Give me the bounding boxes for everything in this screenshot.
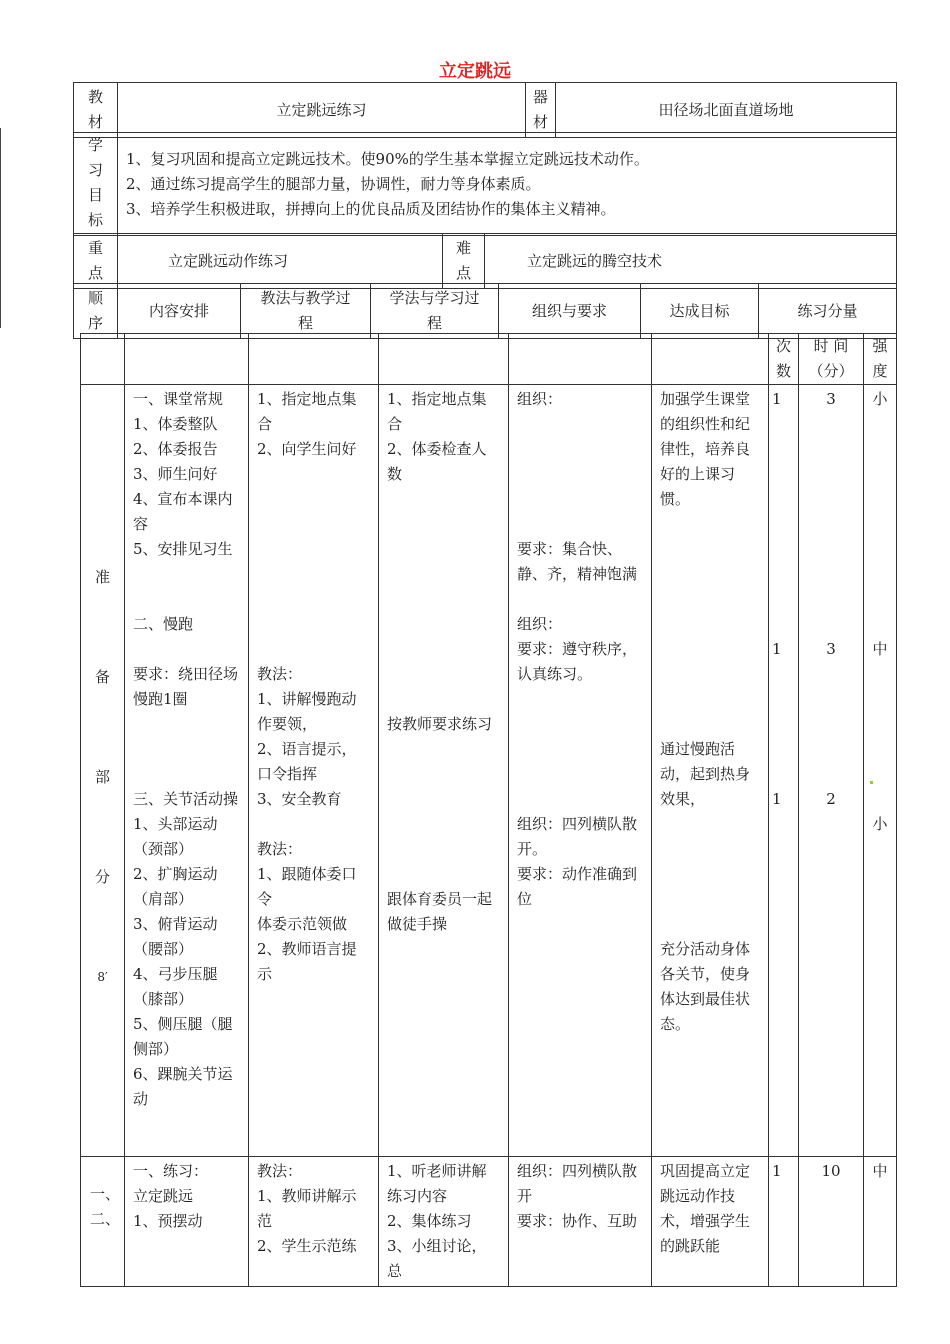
prep-intensity: 小 中 小 [864, 385, 897, 1157]
header-times: 次 数 [769, 334, 799, 385]
header-intensity: 强 度 [864, 334, 897, 385]
header-teaching-method: 教法与教学过 程 [241, 284, 371, 339]
prep-goal: 加强学生课堂的组织性和纪律性，培养良好的上课习惯。 通过慢跑活动，起到热身效果， 充分活动身体各关节，使身体达到最佳状态。 [652, 385, 769, 1157]
basic-teaching-method: 教法： 1、教师讲解示范 2、学生示范练 [249, 1157, 379, 1287]
basic-organization: 组织：四列横队散开 要求：协作、互助 [509, 1157, 652, 1287]
prep-organization: 组织： 要求：集合快、静、齐，精神饱满 组织： 要求：遵守秩序，认真练习。 组织：四列横队散开。 要求：动作准确到位 [509, 385, 652, 1157]
prep-content: 一、课堂常规 1、体委整队 2、体委报告 3、师生问好 4、宣布本课内容 5、安排见习生 二、慢跑 要求：绕田径场慢跑1圈 三、关节活动操 1、头部运动（颈部） 2、扩胸运动（肩部） 3、俯背运动（腰部） 4、弓步压腿（膝部） 5、侧压腿（腿侧部） 6、踝腕关节运动 [125, 385, 249, 1157]
basic-content: 一、练习： 立定跳远 1、预摆动 [125, 1157, 249, 1287]
label-equipment: 器 材 [526, 83, 556, 138]
basic-goal: 巩固提高立定跳远动作技术，增强学生的跳跃能 [652, 1157, 769, 1287]
stray-mark [870, 781, 873, 784]
prep-teaching-method: 1、指定地点集合 2、向学生问好 教法： 1、讲解慢跑动作要领， 2、语言提示，口令指挥 3、安全教育 教法： 1、跟随体委口令 体委示范领做 2、教师语言提示 [249, 385, 379, 1157]
header-duration: 时 间 （分） [799, 334, 864, 385]
subheader-blank [249, 334, 379, 385]
header-goal: 达成目标 [641, 284, 759, 339]
focus-table [73, 233, 897, 289]
section-label-char: 8′ [97, 970, 108, 984]
section-label-prep [81, 385, 125, 1157]
difficulty: 立定跳远的腾空技术 [485, 234, 897, 289]
material-table [73, 82, 897, 138]
header-order: 顺 序 [74, 284, 118, 339]
basic-times: 1 [769, 1157, 799, 1287]
label-learning-goals: 学 习 目 标 [74, 133, 118, 236]
prep-duration: 3 3 2 [799, 385, 864, 1157]
section-label-line: 一、 [89, 1185, 120, 1203]
header-learning-method: 学法与学习过 程 [371, 284, 499, 339]
section-label-line: 二、 [89, 1210, 120, 1228]
teaching-material: 立定跳远练习 [118, 83, 526, 138]
label-teaching-material: 教 材 [74, 83, 118, 138]
lesson-table [80, 333, 897, 1287]
basic-intensity: 中 [864, 1157, 897, 1287]
margin-line [0, 128, 1, 328]
page-title: 立定跳远 [439, 61, 511, 82]
header-organization: 组织与要求 [499, 284, 641, 339]
section-label-basic [81, 1157, 125, 1287]
header-content: 内容安排 [118, 284, 241, 339]
goal-item: 1、复习巩固和提高立定跳远技术。使90%的学生基本掌握立定跳远技术动作。 [126, 149, 649, 168]
learning-goals [118, 133, 897, 236]
basic-learning-method: 1、听老师讲解练习内容 2、集体练习 3、小组讨论，总 [379, 1157, 509, 1287]
header-table [73, 283, 897, 339]
basic-duration: 10 [799, 1157, 864, 1287]
subheader-blank [652, 334, 769, 385]
subheader-blank [81, 334, 125, 385]
label-key-point: 重 点 [74, 234, 118, 289]
key-point: 立定跳远动作练习 [118, 234, 443, 289]
label-difficulty: 难 点 [443, 234, 485, 289]
section-label-char: 准 [94, 568, 110, 586]
equipment: 田径场北面直道场地 [556, 83, 897, 138]
section-label-char: 备 [94, 668, 110, 686]
goal-item: 3、培养学生积极进取，拼搏向上的优良品质及团结协作的集体主义精神。 [126, 199, 616, 218]
prep-learning-method: 1、指定地点集合 2、体委检查人数 按教师要求练习 跟体育委员一起做徒手操 [379, 385, 509, 1157]
prep-times: 1 1 1 [769, 385, 799, 1157]
subheader-blank [125, 334, 249, 385]
goals-table [73, 132, 897, 236]
section-label-char: 部 [94, 768, 110, 786]
header-amount: 练习分量 [759, 284, 897, 339]
subheader-blank [379, 334, 509, 385]
section-label-char: 分 [94, 868, 110, 886]
subheader-blank [509, 334, 652, 385]
goal-item: 2、通过练习提高学生的腿部力量，协调性，耐力等身体素质。 [126, 174, 541, 193]
